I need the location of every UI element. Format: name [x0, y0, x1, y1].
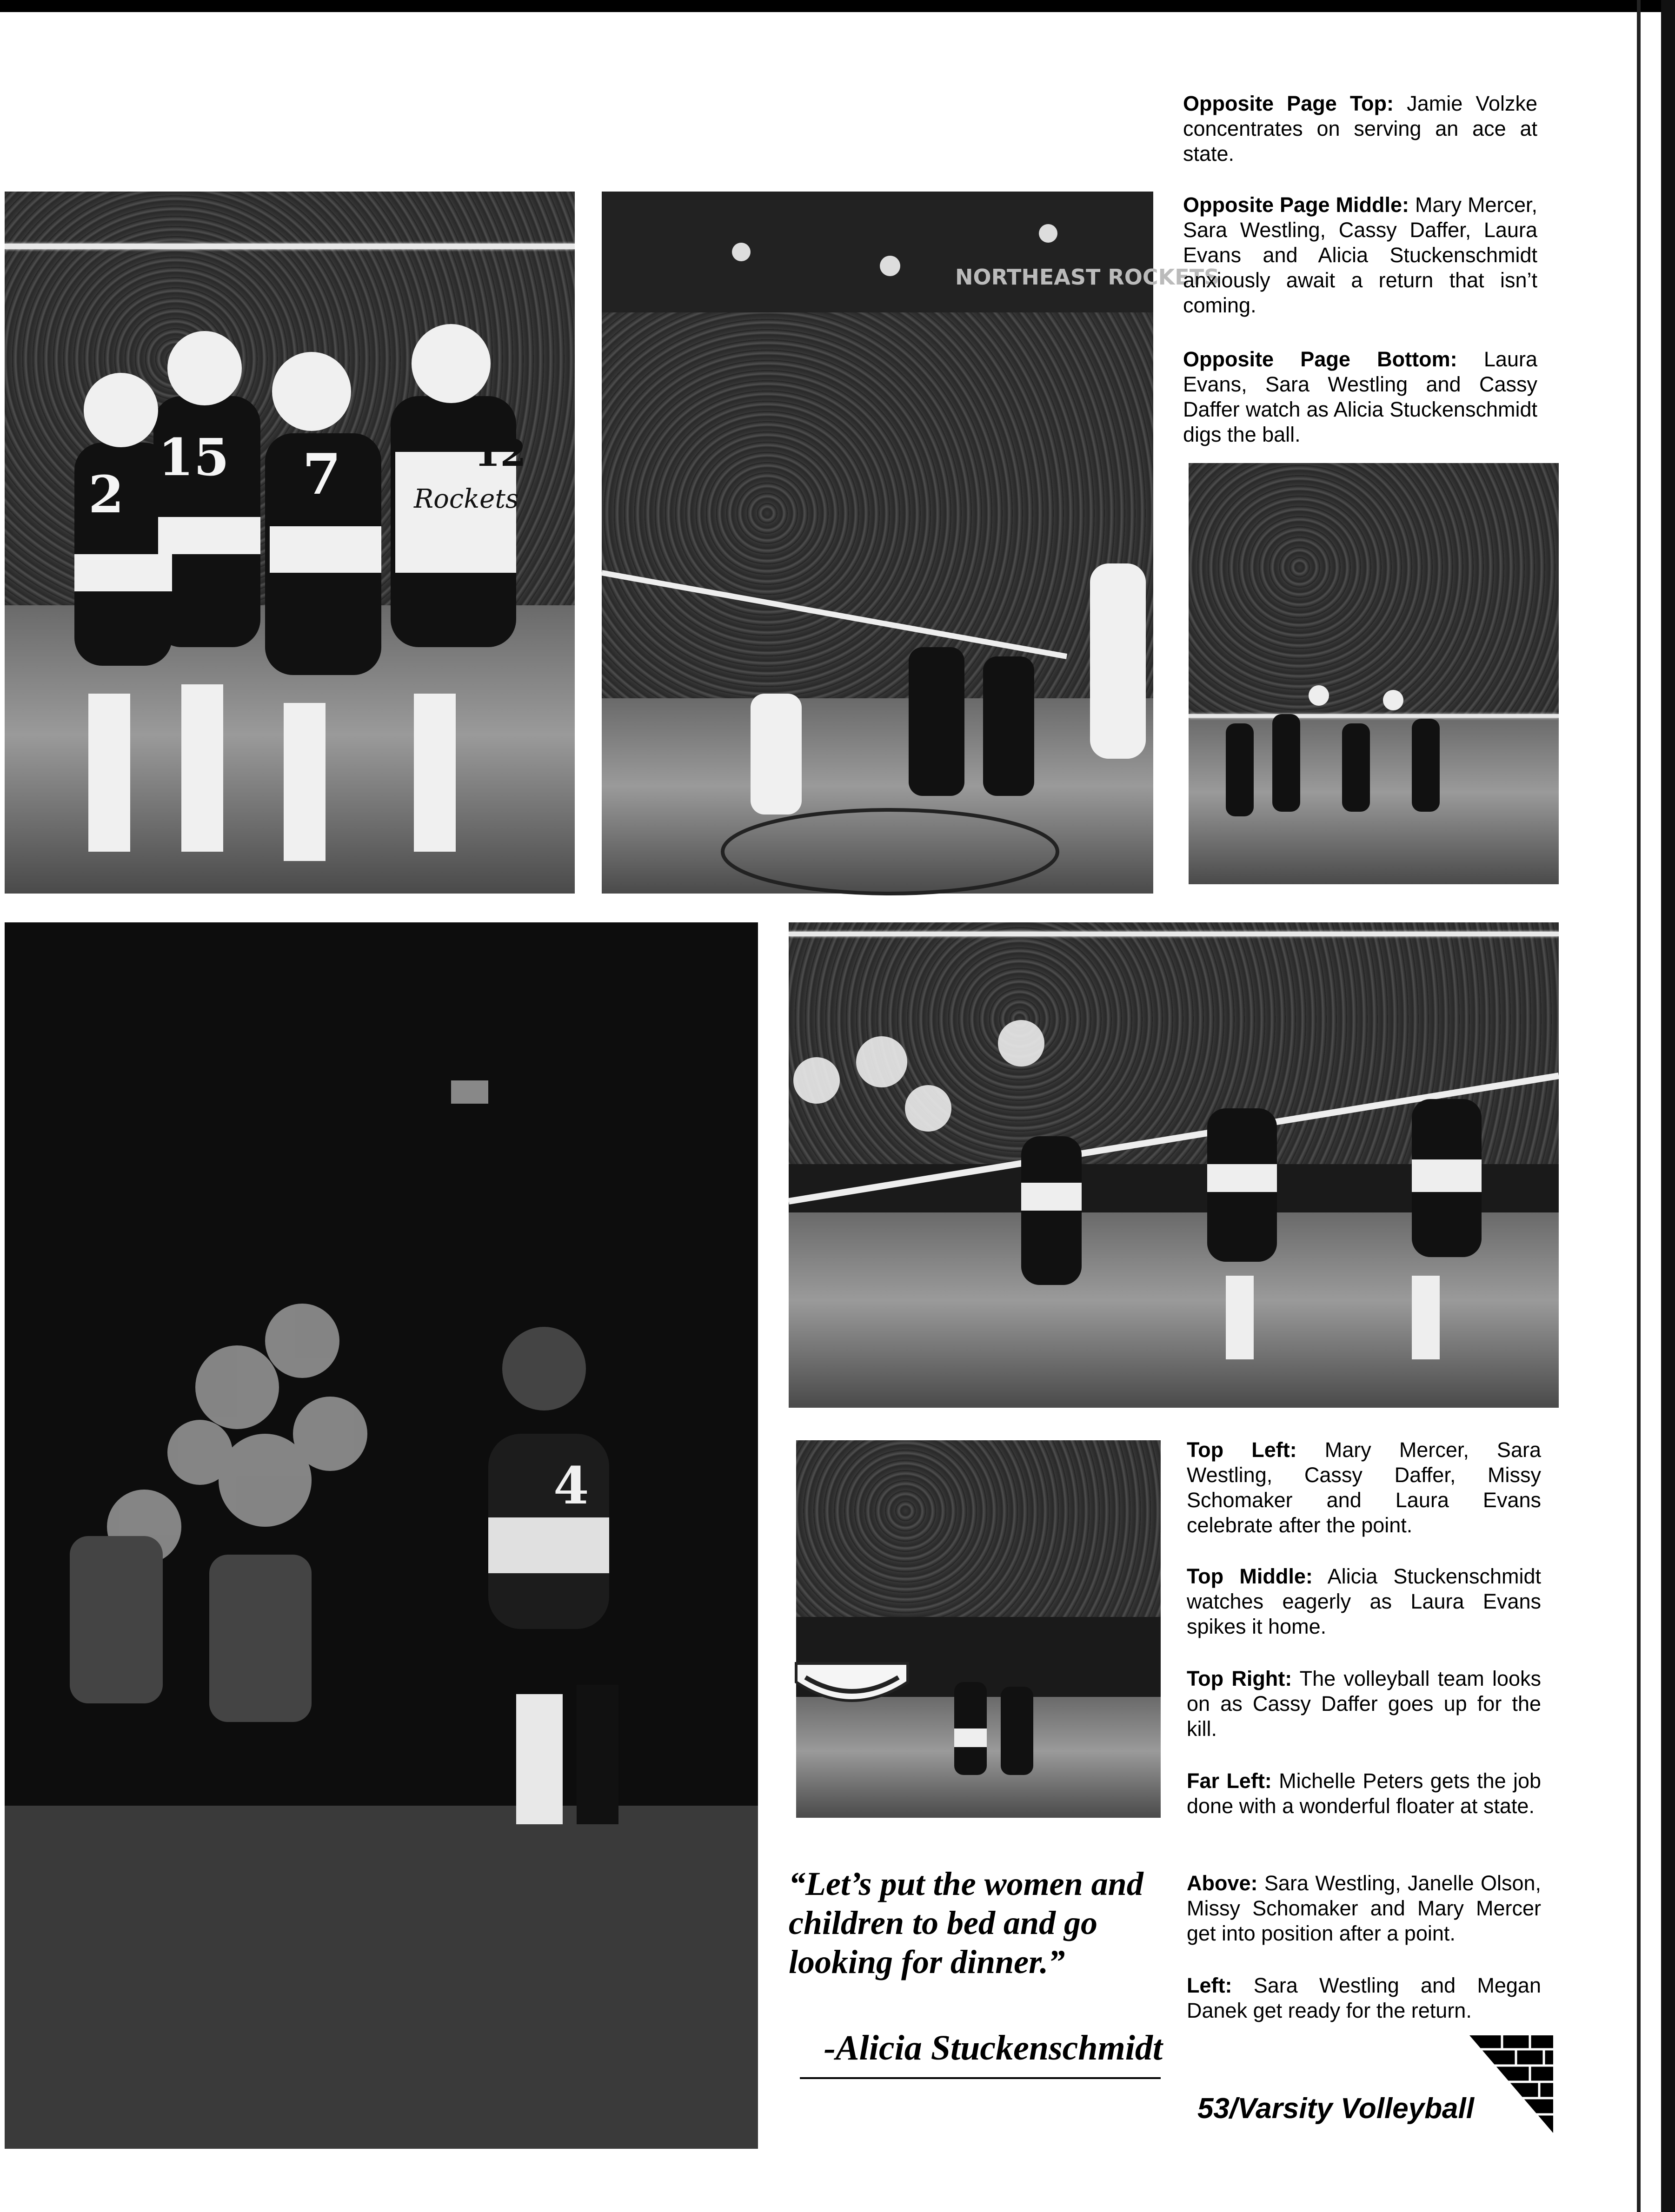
caption-label: Opposite Page Top:	[1183, 92, 1394, 115]
jersey-number: 2	[88, 464, 124, 524]
caption-label: Top Middle:	[1187, 1564, 1313, 1588]
caption-label: Top Left:	[1187, 1438, 1297, 1462]
caption-opposite-top	[1183, 91, 1537, 166]
caption-label: Above:	[1187, 1871, 1258, 1895]
scan-edge-right-inner	[1637, 0, 1641, 2212]
team-illustration	[1189, 463, 1559, 884]
caption-far-left	[1187, 1768, 1541, 1819]
scan-edge-top	[0, 0, 1675, 12]
pull-quote: “Let’s put the women and children to bed and go looking for dinner.”	[789, 1865, 1143, 1980]
brick-corner-icon	[1469, 2035, 1553, 2133]
server-illustration	[5, 922, 758, 2149]
jersey-number: 7	[302, 442, 341, 507]
photo-above-position	[789, 922, 1559, 1408]
jersey-number: 15	[158, 427, 230, 487]
caption-label: Left:	[1187, 1974, 1232, 1997]
caption-label: Top Right:	[1187, 1667, 1292, 1690]
caption-above	[1187, 1871, 1541, 1946]
jersey-number: 12	[474, 431, 526, 475]
jersey-script: Rockets	[414, 484, 519, 514]
caption-text: Michelle Peters gets the job done with a wonderful floater at state.	[1187, 1769, 1542, 1818]
caption-text: Sara Westling and Megan Danek get ready for the return.	[1187, 1974, 1541, 2022]
caption-text: Mary Mercer, Sara Westling, Cassy Daffer, Missy Schomaker and Laura Evans celebrate after the point.	[1187, 1438, 1541, 1537]
caption-text: Mary Mercer, Sara Westling, Cassy Daffer, Laura Evans and Alicia Stuckenschmidt anxiously await a return that isn’t coming.	[1183, 193, 1537, 317]
photo-top-middle-spike	[602, 192, 1220, 894]
page-folio: 53/Varsity Volleyball	[1197, 2093, 1474, 2125]
caption-top-right	[1187, 1666, 1541, 1742]
caption-opposite-bottom	[1183, 347, 1537, 447]
caption-label: Far Left:	[1187, 1769, 1272, 1793]
caption-label: Opposite Page Middle:	[1183, 193, 1409, 217]
pull-quote-rule	[800, 2077, 1161, 2079]
scan-edge-right	[1661, 0, 1675, 2212]
lineup-illustration	[789, 922, 1559, 1408]
caption-left	[1187, 1973, 1541, 2023]
photo-left-ready	[796, 1440, 1161, 1818]
caption-label: Opposite Page Bottom:	[1183, 347, 1457, 371]
caption-top-left	[1187, 1437, 1541, 1538]
caption-text: Sara Westling, Janelle Olson, Missy Schomaker and Mary Mercer get into position after a point.	[1187, 1871, 1541, 1945]
caption-text: Alicia Stuckenschmidt watches eagerly as Laura Evans spikes it home.	[1187, 1564, 1541, 1638]
gym-illustration	[602, 192, 1220, 894]
photo-top-left-celebration	[5, 192, 575, 894]
caption-text: The volleyball team looks on as Cassy Daffer goes up for the kill.	[1187, 1667, 1541, 1741]
caption-top-middle	[1187, 1564, 1541, 1639]
photo-far-left-serve	[5, 922, 758, 2149]
caption-text: Laura Evans, Sara Westling and Cassy Daffer watch as Alicia Stuckenschmidt digs the ball.	[1183, 347, 1537, 446]
photo-top-right-kill	[1189, 463, 1559, 884]
players-illustration	[5, 192, 575, 894]
jersey-number: 4	[553, 1456, 589, 1516]
pull-quote-attribution: -Alicia Stuckenschmidt	[824, 2028, 1163, 2067]
bunting-illustration	[796, 1440, 1161, 1818]
caption-opposite-middle	[1183, 192, 1537, 318]
caption-text: Jamie Volzke concentrates on serving an ace at state.	[1183, 92, 1537, 166]
gym-banner: NORTHEAST ROCKETS	[955, 265, 1220, 290]
